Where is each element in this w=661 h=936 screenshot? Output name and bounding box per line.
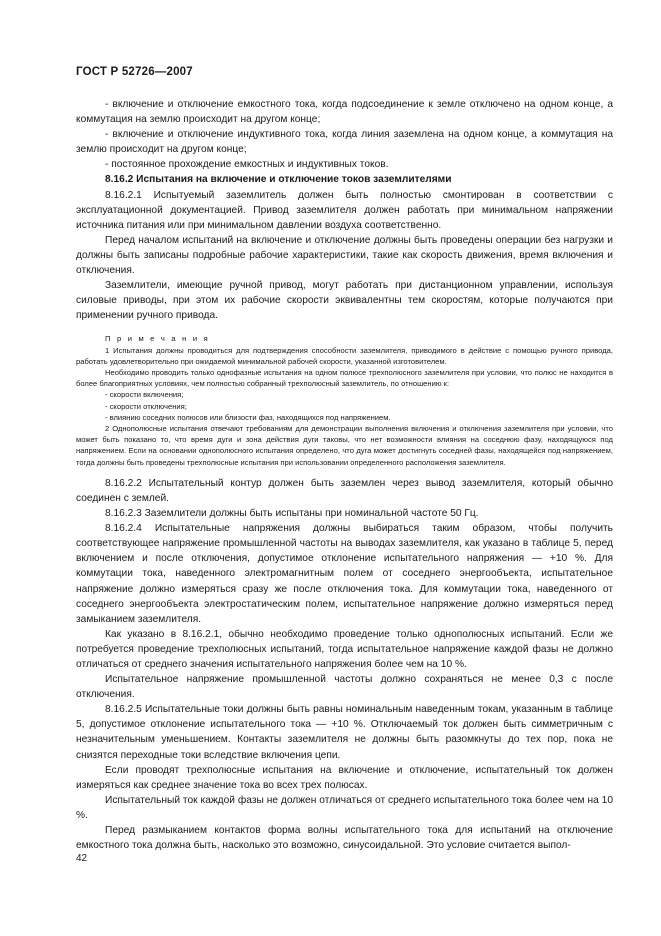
list-item: - постоянное прохождение емкостных и индуктивных токов. bbox=[105, 159, 389, 171]
paragraph: Заземлители, имеющие ручной привод, могут работать при дистанционном управлении, используя силовые приводы, при этом их рабочие скорости эквивалентны тем скоростям, которые получаются при применении ручного привода. bbox=[76, 280, 613, 322]
paragraph: 8.16.2.4 Испытательные напряжения должны выбираться таким образом, чтобы получить соответствующее напряжение промышленной частоты на выводах заземлителя, как указано в таблице 5, перед включением и после отключения, допустимое отклонение испытательного напряжения — +10 %. Для коммутации тока, наведенного электромагнитным полем от соседнего энергообъекта, испытательное напряжение должно измеряться сразу же после отключения тока. Для коммутации тока, наведенного от соседнего энергообъекта электростатическим полем, испытательное напряжение должно измеряться перед замыканием заземлителя. bbox=[76, 523, 613, 625]
paragraph: 8.16.2.3 Заземлители должны быть испытаны при номинальной частоте 50 Гц. bbox=[105, 508, 479, 520]
paragraph: Испытательное напряжение промышленной частоты должно сохраняться не менее 0,3 с после отключения. bbox=[76, 674, 613, 701]
note-item: Необходимо проводить только однофазные испытания на одном полюсе трехполюсного заземлителя при условии, что полюс не находится в более благоприятных условиях, чем полностью собранный трехполюсный заземлитель, по отношению к: bbox=[76, 368, 613, 389]
note-list-item: - влиянию соседних полюсов или близости фаз, находящихся под напряжением. bbox=[105, 412, 391, 422]
list-item: - включение и отключение индуктивного тока, когда линия заземлена на одном конце, а коммутация на землю происходит на другом конце; bbox=[76, 129, 613, 156]
paragraph: Перед началом испытаний на включение и отключение должны быть проведены операции без нагрузки и должны быть записаны подробные рабочие характеристики, такие как скорость движения, время включения и отключения. bbox=[76, 234, 613, 277]
paragraph: Если проводят трехполюсные испытания на включение и отключение, испытательный ток должен измеряться как среднее значение тока во всех трех полюсах. bbox=[76, 764, 613, 791]
paragraph: 8.16.2.5 Испытательные токи должны быть равны номинальным наведенным токам, указанным в таблице 5, допустимое отклонение испытательного тока — +10 %. Отключаемый ток должен быть симметричным с незначительным уменьшением. Контакты заземлителя не должны быть разомкнуты до тех пор, пока не снизятся переходные токи вследствие включения цепи. bbox=[76, 704, 613, 761]
note-item: 2 Однополюсные испытания отвечают требованиям для демонстрации выполнения включения и отключения заземлителя при условии, что может быть показано то, что время дуги и зона действия дуги таковы, что нет возможности влияния на соседнюю фазу, находящуюся под напряжением. Если на основании однополюсного испытания определено, что дуга может достигнуть соседней фазы, находящейся под напряжением, тогда должны быть проведены трехполюсные испытания при использовании определенного расположения заземлителя. bbox=[76, 424, 613, 467]
section-heading: 8.16.2 Испытания на включение и отключение токов заземлителями bbox=[105, 174, 452, 186]
page-content bbox=[76, 97, 613, 853]
page-number: 42 bbox=[76, 853, 88, 864]
paragraph: 8.16.2.2 Испытательный контур должен быть заземлен через вывод заземлителя, который обычно соединен с землей. bbox=[76, 477, 613, 504]
note-list-item: - скорости отключения; bbox=[105, 401, 187, 411]
paragraph: Как указано в 8.16.2.1, обычно необходимо проведение только однополюсных испытаний. Если же потребуется проведение трехполюсных испытаний, тогда испытательное напряжение каждой фазы не должно отличаться от среднего значения испытательного напряжения более чем на 10 %. bbox=[76, 628, 613, 670]
notes-title: П р и м е ч а н и я bbox=[105, 334, 210, 344]
note-list-item: - скорости включения; bbox=[105, 390, 184, 400]
note-item: 1 Испытания должны проводиться для подтверждения способности заземлителя, приводимого в действие с помощью ручного привода, работать удовлетворительно при ожидаемой минимальной рабочей скорости, указанной изготовителем. bbox=[76, 345, 613, 366]
document-header: ГОСТ Р 52726—2007 bbox=[76, 66, 193, 78]
paragraph: Испытательный ток каждой фазы не должен отличаться от среднего испытательного тока более чем на 10 %. bbox=[76, 794, 613, 821]
notes-block bbox=[76, 333, 613, 467]
list-item: - включение и отключение емкостного тока, когда подсоединение к земле отключено на одном конце, а коммутация на землю происходит на другом конце; bbox=[76, 99, 613, 126]
paragraph: Перед размыканием контактов форма волны испытательного тока для испытаний на отключение емкостного тока должна быть, насколько это возможно, синусоидальной. Это условие считается выпол- bbox=[76, 825, 613, 852]
paragraph: 8.16.2.1 Испытуемый заземлитель должен быть полностью смонтирован в соответствии с эксплуатационной документацией. Привод заземлителя должен работать при минимальном напряжении источника питания или при минимальном давлении воздуха соответственно. bbox=[76, 189, 613, 231]
